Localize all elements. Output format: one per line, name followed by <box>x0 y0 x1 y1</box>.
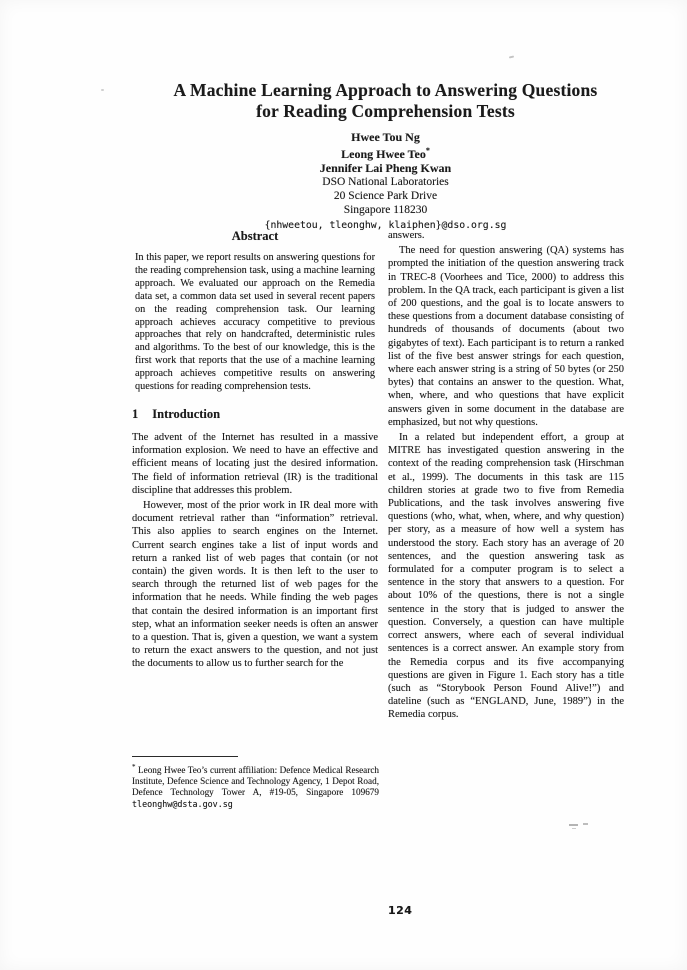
footnote-text <box>132 762 379 810</box>
author-footnote-marker: * <box>425 146 430 155</box>
author-2 <box>133 144 638 161</box>
paragraph-intro-3: The need for question answering (QA) systems has prompted the initiation of the question answering track in TREC-8 (Voorhees and Tice, 2000) to address this problem. In the QA track, each participant is given a list of 200 questions, and the goal is to locate answers to these questions from a document database consisting of hundreds of thousands of documents (about two gigabytes of text). Each participant is to return a ranked list of the five best answer strings for each question, where each answer string is a string of 50 bytes (or 250 bytes) that contains an answer to the question. What, when, where, and who questions that have explicit answers given in some document in the database are emphasized, but not why questions. <box>388 245 624 428</box>
section-heading-introduction <box>132 407 378 422</box>
authors-email: {nhweetou, tleonghw, klaiphen}@dso.org.sg <box>264 220 507 231</box>
title-line-1: A Machine Learning Approach to Answering Questions <box>173 80 598 100</box>
paragraph-intro-2-continued: answers. <box>388 230 425 241</box>
section-number: 1 <box>132 406 139 421</box>
authors-block <box>133 130 638 175</box>
author-1: Hwee Tou Ng <box>351 130 420 144</box>
left-column <box>132 229 378 671</box>
footnote-body: Leong Hwee Teo’s current affiliation: Defence Medical Research Institute, Defence Science and Technology Agency, 1 Depot Road, Defence Technology Tower A, #19-05, Singapore 109679 <box>132 765 379 798</box>
title-line-2: for Reading Comprehension Tests <box>256 101 515 121</box>
scan-speck-icon <box>101 89 104 91</box>
paragraph-intro-2: However, most of the prior work in IR deal more with document retrieval rather than “information” retrieval. This also applies to search engines on the Internet. Current search engines take a list of input words and return a ranked list of web pages that contain (or not contain) the given words. It is then left to the user to search through the returned list of web pages for the information that he needs. While finding the web pages that contain the desired information is an important first step, what an information seeker needs is often an answer to a question. That is, given a question, we want a system to return the exact answers to the question, and not just the documents to allow us to further search for the <box>132 499 378 670</box>
paragraph-intro-4: In a related but independent effort, a group at MITRE has investigated question answering in the context of the reading comprehension task (Hirschman et al., 1999). The documents in this task are 115 children stories at grade two to five from Remedia Publications, and the task involves answering five questions (who, what, when, where, and why question) per story, as a measure of how well a system has understood the story. Each story has an average of 20 sentences, and the question answering task as formulated for a computer program is to select a sentence in the story that answers to a question. For about 10% of the questions, there is not a single sentence in the story that is judged to answer the question. Conversely, a question can have multiple correct answers, where each of several individual sentences is a correct answer. An example story from the Remedia corpus and its five accompanying questions are given in Figure 1. Each story has a title (such as “Storybook Person Found Alive!”) and dateline (such as “ENGLAND, June, 1989”) in the Remedia corpus. <box>388 432 624 721</box>
scan-speck-icon <box>509 56 514 59</box>
footnote-email: tleonghw@dsta.gov.sg <box>132 798 233 809</box>
address-line-2: Singapore 118230 <box>343 204 428 216</box>
author-3: Jennifer Lai Pheng Kwan <box>319 161 452 175</box>
paper-title <box>133 80 638 122</box>
paragraph-intro-1: The advent of the Internet has resulted in a massive information explosion. We need to have an effective and efficient means of locating just the desired information. The field of information retrieval (IR) is the traditional discipline that addresses this problem. <box>132 431 378 496</box>
abstract-text: In this paper, we report results on answering questions for the reading comprehension task, using a machine learning approach. We evaluated our approach on the Remedia data set, a common data set used in several recent papers on the reading comprehension task. Our learning approach achieves accuracy competitive to previous approaches that rely on handcrafted, deterministic rules and algorithms. To the best of our knowledge, this is the first work that reports that the use of a machine learning approach achieves competitive results on answering questions for reading comprehension tests. <box>135 252 375 393</box>
author-2-name: Leong Hwee Teo <box>341 147 426 161</box>
footnote <box>132 756 379 810</box>
scan-smudge-icon <box>569 822 591 830</box>
abstract-heading: Abstract <box>231 229 279 243</box>
paper-header <box>133 80 638 232</box>
footnote-marker: * <box>132 763 136 771</box>
section-title: Introduction <box>152 406 221 421</box>
page-number: 124 <box>388 904 413 917</box>
address-line-1: 20 Science Park Drive <box>333 190 438 202</box>
footnote-rule <box>132 756 238 757</box>
right-column <box>388 229 624 722</box>
affiliation: DSO National Laboratories <box>322 176 449 188</box>
